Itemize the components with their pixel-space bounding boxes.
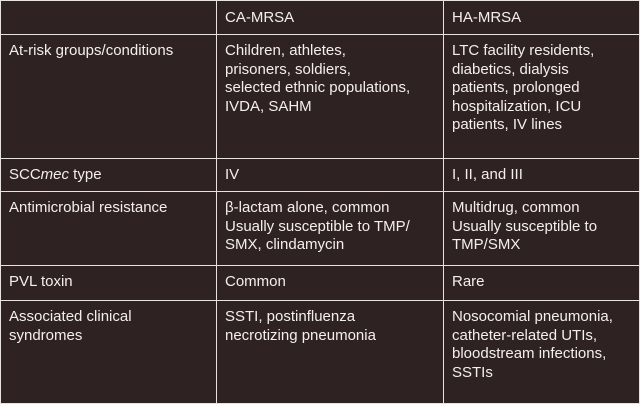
row-label-syndromes: Associated clinical syndromes [1, 301, 217, 403]
cell-ha-sccmec: I, II, and III [444, 159, 639, 192]
cell-ca-antimicrobial: β-lactam alone, common Usually susceptible to TMP/ SMX, clindamycin [217, 192, 444, 266]
table-grid [1, 1, 639, 403]
row-label-sccmec: SCCmec type [1, 159, 217, 192]
header-cell-empty [1, 1, 217, 35]
cell-ha-pvl: Rare [444, 266, 639, 301]
row-label-at-risk: At-risk groups/conditions [1, 35, 217, 159]
cell-ha-at-risk: LTC facility residents, diabetics, dialysis patients, prolonged hospitalization, ICU patients, IV lines [444, 35, 639, 159]
cell-ha-syndromes: Nosocomial pneumonia, catheter-related UTIs, bloodstream infections, SSTIs [452, 308, 613, 381]
header-cell-ca-mrsa: CA-MRSA [217, 1, 444, 35]
row-label-antimicrobial: Antimicrobial resistance [1, 192, 217, 266]
cell-ca-at-risk: Children, athletes, prisoners, soldiers, selected ethnic populations, IVDA, SAHM [217, 35, 444, 159]
cell-ca-pvl: Common [217, 266, 444, 301]
cell-ca-sccmec: IV [217, 159, 444, 192]
cell-ca-syndromes: SSTI, postinfluenza necrotizing pneumonia [217, 301, 444, 403]
row-label-pvl: PVL toxin [1, 266, 217, 301]
header-cell-ha-mrsa: HA-MRSA [444, 1, 639, 35]
cell-ha-antimicrobial: Multidrug, common Usually susceptible to TMP/SMX [444, 192, 639, 266]
